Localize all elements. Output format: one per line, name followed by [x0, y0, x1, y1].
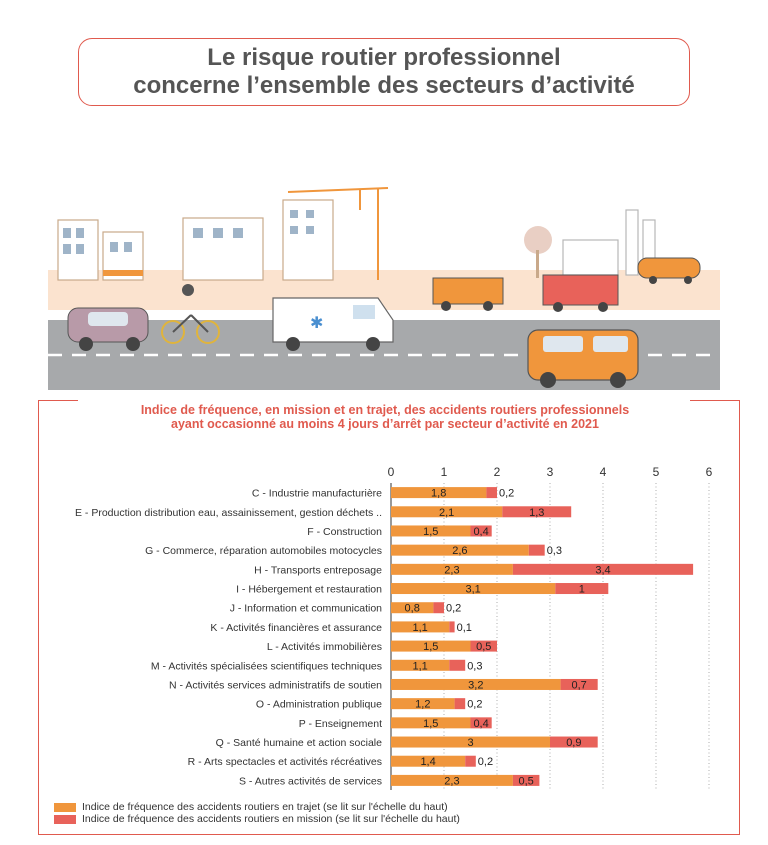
data-label-trajet: 1,2 — [415, 698, 431, 711]
category-label: I - Hébergement et restauration — [236, 583, 382, 596]
x-tick-label: 2 — [493, 465, 501, 479]
data-label-mission: 3,4 — [595, 564, 611, 577]
category-label: S - Autres activités de services — [239, 775, 382, 788]
x-tick-label: 0 — [387, 465, 395, 479]
data-label-trajet: 3,2 — [468, 679, 484, 692]
data-label-trajet: 1,1 — [412, 660, 428, 673]
data-label-mission: 0,2 — [499, 487, 515, 500]
data-label-trajet: 3 — [467, 737, 474, 750]
x-tick-label: 1 — [440, 465, 448, 479]
data-label-trajet: 2,6 — [452, 545, 468, 558]
data-label-trajet: 1,5 — [423, 717, 439, 730]
legend-swatch-trajet — [54, 803, 76, 812]
data-label-mission: 0,1 — [456, 621, 472, 634]
category-label: K - Activités financières et assurance — [210, 621, 382, 634]
category-label: Q - Santé humaine et action sociale — [215, 737, 382, 750]
data-label-trajet: 2,1 — [439, 506, 455, 519]
legend-label-mission: Indice de fréquence des accidents routiers en mission (se lit sur l'échelle du haut) — [82, 813, 460, 825]
data-label-trajet: 1,5 — [423, 525, 439, 538]
data-label-mission: 0,5 — [518, 775, 534, 788]
data-label-mission: 0,5 — [476, 641, 492, 654]
x-tick-label: 3 — [546, 465, 554, 479]
data-label-trajet: 1,4 — [420, 756, 436, 769]
category-label: C - Industrie manufacturière — [251, 487, 382, 500]
legend-item-trajet — [54, 801, 460, 813]
bar-mission — [529, 545, 545, 556]
bar-mission — [465, 756, 476, 767]
data-label-trajet: 1,8 — [431, 487, 447, 500]
category-label: J - Information et communication — [229, 602, 382, 615]
category-label: E - Production distribution eau, assainissement, gestion déchets .. — [74, 506, 382, 519]
chart-title-line-1: Indice de fréquence, en mission et en trajet, des accidents routiers professionnels — [140, 403, 630, 417]
category-label: G - Commerce, réparation automobiles motocycles — [145, 545, 382, 558]
data-label-mission: 0,2 — [446, 602, 462, 615]
category-label: L - Activités immobilières — [266, 641, 382, 654]
x-tick-label: 5 — [652, 465, 660, 479]
data-label-trajet: 2,3 — [444, 775, 460, 788]
category-label: P - Enseignement — [298, 717, 382, 730]
data-label-mission: 0,3 — [546, 545, 562, 558]
data-label-mission: 1,3 — [529, 506, 545, 519]
category-label: R - Arts spectacles et activités récréatives — [187, 756, 382, 769]
data-label-mission: 0,4 — [473, 525, 489, 538]
category-label: F - Construction — [307, 525, 382, 538]
data-label-trajet: 3,1 — [465, 583, 481, 596]
svg-text:✱: ✱ — [310, 313, 324, 332]
data-label-mission: 0,2 — [477, 756, 494, 769]
category-label: H - Transports entreposage — [254, 564, 382, 577]
data-label-mission: 0,3 — [467, 660, 483, 673]
legend-swatch-mission — [54, 815, 76, 824]
data-label-mission: 1 — [578, 583, 585, 596]
bar-mission — [449, 660, 465, 671]
chart-title-line-2: ayant occasionné au moins 4 jours d’arrêt par secteur d’activité en 2021 — [171, 417, 599, 431]
chart-legend — [54, 801, 460, 825]
category-label: M - Activités spécialisées scientifiques techniques — [150, 660, 382, 673]
x-tick-label: 4 — [599, 465, 607, 479]
data-label-trajet: 1,5 — [423, 641, 439, 654]
bar-mission — [455, 698, 466, 709]
data-label-mission: 0,2 — [467, 698, 483, 711]
title-line-1: Le risque routier professionnel — [207, 44, 561, 71]
title-line-2: concerne l’ensemble des secteurs d’activité — [133, 72, 635, 99]
x-tick-label: 6 — [705, 465, 713, 479]
data-label-mission: 0,7 — [571, 679, 587, 692]
legend-item-mission — [54, 813, 460, 825]
data-label-trajet: 1,1 — [412, 621, 428, 634]
data-label-trajet: 2,3 — [444, 564, 460, 577]
data-label-trajet: 0,8 — [404, 602, 420, 615]
legend-label-trajet: Indice de fréquence des accidents routiers en trajet (se lit sur l'échelle du haut) — [82, 801, 448, 813]
bar-mission — [433, 602, 444, 613]
category-label: O - Administration publique — [255, 698, 382, 711]
data-label-mission: 0,4 — [473, 717, 489, 730]
data-label-mission: 0,9 — [566, 737, 582, 750]
bar-mission — [486, 487, 497, 498]
category-label: N - Activités services administratifs de soutien — [169, 679, 382, 692]
bar-mission — [449, 621, 454, 632]
